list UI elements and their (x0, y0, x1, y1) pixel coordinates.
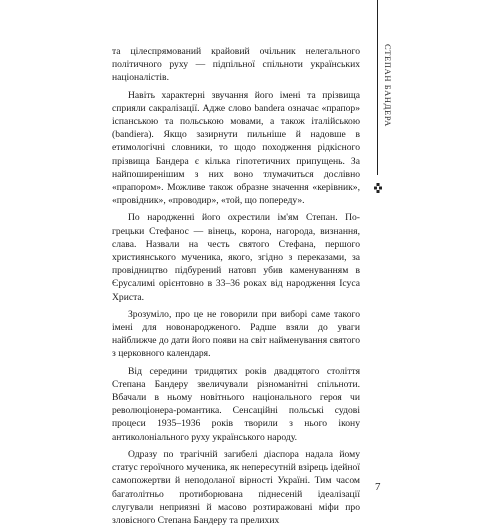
body-text (112, 45, 360, 531)
paragraph-1: та цілеспрямований крайовий очільник нелегального політичного руху — підпільної спільноти українських націоналістів. (112, 46, 360, 84)
paragraph-6: Одразу по трагічній загибелі діаспора надала йому статус героїчного мученика, як непересутній взірець ідейної самопожертви й неподоланої вірності Україні. Тим часом багатолітньо протиборювана піднесеній ідеалізації слугували неприязні й масово розтиражовані міфи про зловісного Степана Бандеру та прелихих (112, 448, 360, 526)
paragraph-4: Зрозуміло, про це не говорили при виборі саме такого імені для новонародженого. Радше взяли до уваги найближче до дати його появи на світ найменування святого з церковного календаря. (112, 308, 360, 360)
section-ornament-icon (374, 183, 382, 193)
running-head: СТЕПАН БАНДЕРА (383, 44, 393, 127)
paragraph-3: По народженні його охрестили ім'ям Степан. По-грецьки Стефанос — вінець, корона, нагорода, визнання, слава. Назвали на честь святого Стефана, першого християнського мученика, якого, згідно з переказами, за провідництво підбурений натовп убив каменуванням в Єрусалимі орієнтовно в 33–36 роках від народження Ісуса Христа. (112, 212, 360, 303)
paragraph-2: Навіть характерні звучання його імені та прізвища сприяли сакралізації. Адже слово bandera означає «прапор» іспанською та польською мовами, а також італійською (bandiera). Якщо зазирнути пильніше й надовше в етимологічні словники, то щодо походження рідкісного прізвища Бандера є кілька гіпотетичних припущень. За найпоширенішим з них воно тлумачиться дослівно «прапором». Можливе також образне значення «керівник», «провідник», «проводир», «той, що попереду». (112, 89, 360, 207)
page-number: 7 (375, 481, 381, 493)
running-head-rule (377, 0, 378, 175)
paragraph-5: Від середини тридцятих років двадцятого століття Степана Бандеру звеличували різноманітні спільноти. Вбачали в ньому новітнього національного героя чи революціонера-романтика. Сенсаційні польські судові процеси 1935–1936 років творили з нього ікону антиколоніального руху українського народу. (112, 365, 360, 443)
